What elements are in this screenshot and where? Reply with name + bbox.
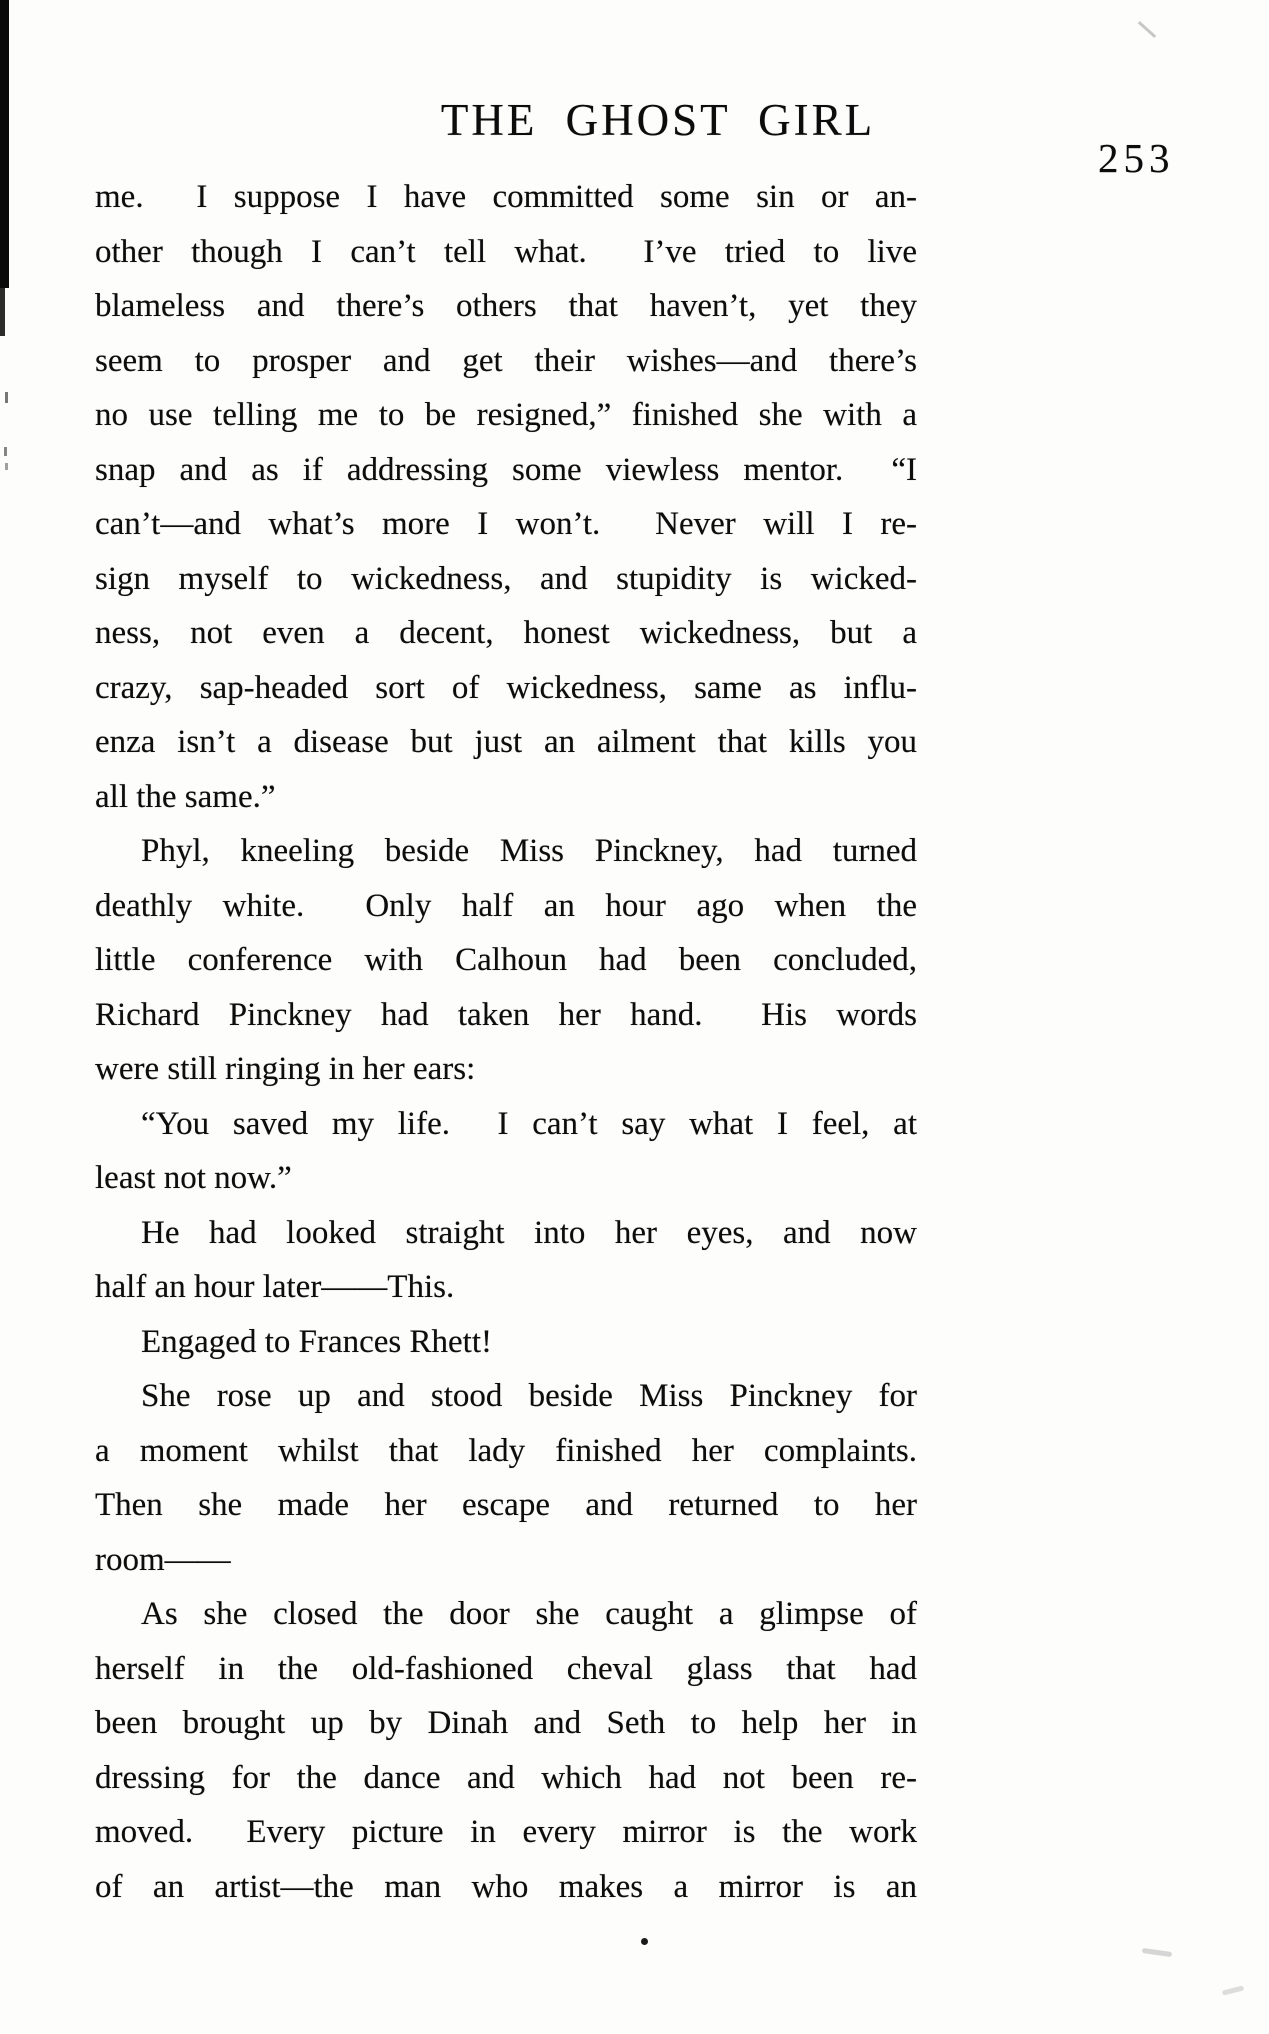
text-line: Phyl, kneeling beside Miss Pinckney, had turned [141,833,917,869]
scan-artifact-speck [5,463,8,470]
text-line: a moment whilst that lady finished her complaints. [95,1432,917,1469]
text-line: me. I suppose I have committed some sin or an- [95,179,917,215]
text-line: crazy, sap-headed sort of wickedness, same as influ- [95,669,917,706]
text-line: ness, not even a decent, honest wickedness, but a [95,615,917,651]
text-body [95,170,917,1914]
running-title: THE GHOST GIRL [440,95,876,145]
page-number: 253 [1098,135,1175,181]
scan-artifact-corner-mark [1138,21,1156,38]
paragraph [95,1587,917,1914]
text-line: no use telling me to be resigned,” finished she with a [95,397,917,433]
text-line: Then she made her escape and returned to her [95,1487,917,1523]
scan-artifact-left-bar-taper [0,288,5,336]
text-line: can’t—and what’s more I won’t. Never will I re- [95,506,917,542]
text-line: been brought up by Dinah and Seth to help her in [95,1705,917,1741]
text-line: herself in the old-fashioned cheval glass that had [95,1650,917,1687]
text-line: dressing for the dance and which had not been re- [95,1759,917,1796]
scan-artifact-corner-mark [1222,1985,1245,1995]
text-line: were still ringing in her ears: [95,1051,476,1087]
text-line: blameless and there’s others that haven’t, yet they [95,288,917,324]
text-line: deathly white. Only half an hour ago when the [95,887,917,924]
text-line: As she closed the door she caught a glimpse of [141,1596,917,1632]
text-line: Engaged to Frances Rhett! [141,1323,492,1360]
paragraph [95,1206,917,1315]
paragraph [95,1315,917,1370]
text-line: He had looked straight into her eyes, and now [141,1214,917,1251]
paragraph [95,1369,917,1587]
text-line: room—— [95,1541,231,1578]
scan-artifact-speck [4,447,7,456]
text-line: Richard Pinckney had taken her hand. His words [95,996,917,1033]
text-line: half an hour later——This. [95,1269,455,1305]
scan-artifact-corner-mark [1142,1948,1172,1957]
text-line: least not now.” [95,1160,292,1196]
text-line: all the same.” [95,778,276,815]
text-line: enza isn’t a disease but just an ailment that kills you [95,724,917,760]
text-line: sign myself to wickedness, and stupidity is wicked- [95,560,917,597]
text-line: “You saved my life. I can’t say what I feel, at [141,1105,917,1142]
text-line: She rose up and stood beside Miss Pinckney for [141,1378,917,1414]
scan-artifact-speck [5,392,8,403]
text-line: of an artist—the man who makes a mirror is an [95,1868,917,1905]
text-line: moved. Every picture in every mirror is the work [95,1814,917,1850]
text-line: snap and as if addressing some viewless mentor. “I [95,451,917,488]
text-line: other though I can’t tell what. I’ve tried to live [95,233,917,270]
text-line: seem to prosper and get their wishes—and there’s [95,342,917,379]
scan-artifact-left-bar [0,0,9,288]
scan-artifact-dot [641,1938,648,1945]
paragraph [95,824,917,1097]
text-line: little conference with Calhoun had been concluded, [95,942,917,978]
paragraph [95,1097,917,1206]
paragraph [95,170,917,824]
